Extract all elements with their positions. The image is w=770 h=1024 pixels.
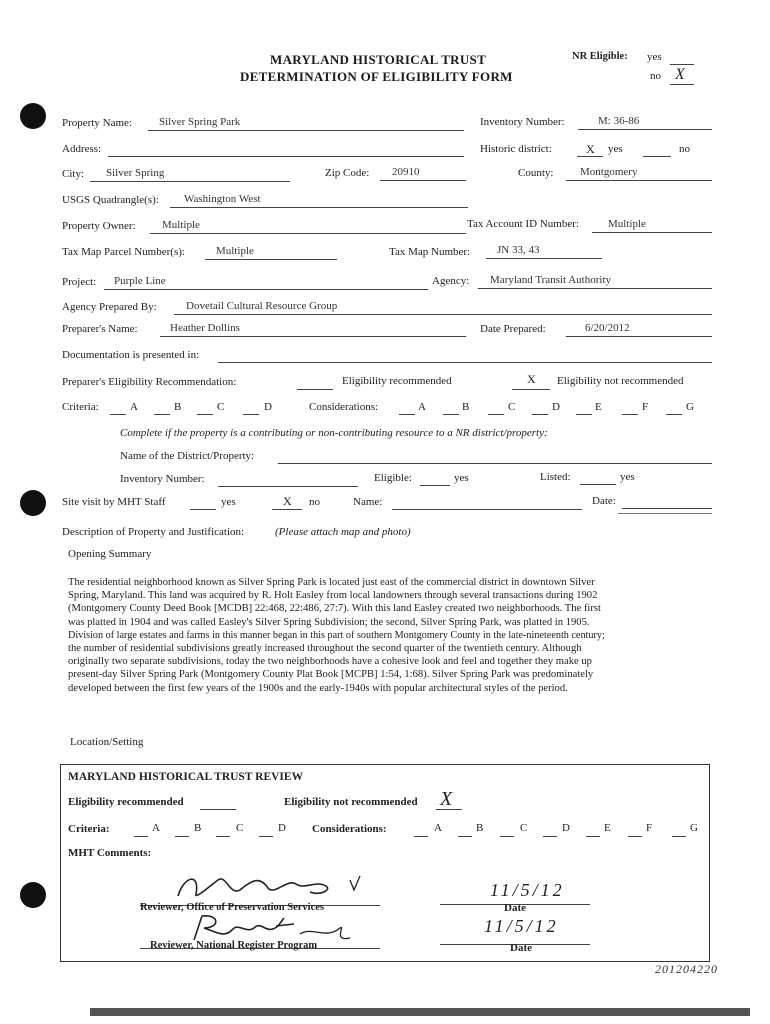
zip-line[interactable] (380, 180, 466, 181)
cons-e-line[interactable] (576, 414, 592, 415)
documentation-label: Documentation is presented in: (62, 349, 200, 361)
listed-yes-line[interactable] (580, 484, 616, 485)
review-criteria-d: D (278, 822, 286, 834)
review-cons-b-line[interactable] (458, 836, 472, 837)
inventory2-label: Inventory Number: (120, 473, 205, 485)
preparer-line[interactable] (160, 336, 466, 337)
zip-label: Zip Code: (325, 167, 370, 179)
summary-line-9: developed between the first few years of the 1900s and the early-1940s with popular architectural styles of the period. (68, 682, 568, 694)
project-value: Purple Line (114, 275, 166, 287)
reviewer1-signature (170, 866, 370, 906)
review-date2-label: Date (510, 942, 532, 954)
mht-review-box (60, 764, 710, 962)
county-value: Montgomery (580, 166, 638, 178)
cons-e-letter: E (595, 401, 602, 413)
cons-f-letter: F (642, 401, 649, 413)
agency-value: Maryland Transit Authority (490, 274, 612, 286)
review-cons-f-line[interactable] (628, 836, 642, 837)
review-criteria-c-line[interactable] (216, 836, 230, 837)
prepared-by-label: Agency Prepared By: (62, 301, 157, 313)
site-no-mark: X (283, 494, 292, 508)
zip-value: 20910 (392, 166, 420, 178)
cons-d-letter: D (552, 401, 560, 413)
location-setting-heading: Location/Setting (70, 736, 144, 748)
date-prepared-label: Date Prepared: (480, 323, 546, 335)
review-criteria-b-line[interactable] (175, 836, 189, 837)
site-date-label: Date: (592, 495, 616, 507)
county-label: County: (518, 167, 554, 179)
city-value: Silver Spring (106, 167, 165, 179)
punch-hole-top (20, 103, 46, 129)
documentation-line[interactable] (218, 362, 712, 363)
review-not-line[interactable] (436, 809, 462, 810)
document-stamp-number: 201204220 (655, 962, 718, 976)
site-no-label: no (309, 496, 320, 508)
historic-no-label: no (679, 143, 690, 155)
tax-map-line[interactable] (486, 258, 602, 259)
recommendation-label: Preparer's Eligibility Recommendation: (62, 376, 237, 388)
form-title-line1: MARYLAND HISTORICAL TRUST (270, 52, 487, 67)
cons-g-line[interactable] (666, 414, 682, 415)
review-criteria-a: A (152, 822, 160, 834)
site-yes-label: yes (221, 496, 236, 508)
criteria-c-line[interactable] (197, 414, 213, 415)
site-name-label: Name: (353, 496, 383, 508)
mht-comments-label: MHT Comments: (68, 847, 152, 859)
cons-c-line[interactable] (488, 414, 504, 415)
elig-recommended-line[interactable] (297, 389, 333, 390)
site-name-line[interactable] (392, 509, 582, 510)
site-date-line-2 (618, 513, 712, 514)
address-line[interactable] (108, 156, 464, 157)
district-name-line[interactable] (278, 463, 712, 464)
nr-no-label: no (650, 70, 661, 82)
opening-summary-heading: Opening Summary (68, 548, 152, 560)
city-label: City: (62, 168, 85, 180)
review-criteria-d-line[interactable] (259, 836, 273, 837)
usgs-line[interactable] (170, 207, 468, 208)
date-prepared-line[interactable] (566, 336, 712, 337)
elig-not-recommended-label: Eligibility not recommended (557, 375, 684, 387)
historic-yes-line[interactable] (577, 156, 603, 157)
inventory-number-label: Inventory Number: (480, 116, 565, 128)
nr-no-line[interactable] (670, 84, 694, 85)
usgs-label: USGS Quadrangle(s): (62, 194, 159, 206)
opening-summary-paragraph (68, 576, 700, 695)
reviewer2-label: Reviewer, National Register Program (150, 940, 318, 951)
review-date2-value: 11/5/12 (484, 916, 559, 936)
cons-b-letter: B (462, 401, 470, 413)
district-name-label: Name of the District/Property: (120, 450, 255, 462)
review-considerations-label: Considerations: (312, 823, 387, 835)
usgs-value: Washington West (184, 193, 261, 205)
review-cons-c: C (520, 822, 528, 834)
nr-no-mark: X (675, 66, 685, 83)
cons-g-letter: G (686, 401, 694, 413)
nr-yes-label: yes (647, 51, 662, 63)
summary-line-4: was platted in 1904 and was called Easley's Silver Spring Subdivision; the second, Silver Spring Park, was platted in 1905. (68, 616, 590, 628)
review-not-mark: X (440, 788, 453, 810)
cons-b-line[interactable] (443, 414, 459, 415)
description-label: Description of Property and Justification: (62, 526, 245, 538)
review-criteria-c: C (236, 822, 244, 834)
summary-line-1: The residential neighborhood known as Silver Spring Park is located just east of the commercial district in downtown Silver (68, 577, 595, 588)
owner-value: Multiple (162, 219, 200, 231)
review-date1-value: 11/5/12 (490, 880, 565, 900)
review-criteria-b: B (194, 822, 202, 834)
parcel-value: Multiple (216, 245, 254, 257)
review-cons-f: F (646, 822, 653, 834)
tax-map-label: Tax Map Number: (389, 246, 471, 258)
date-prepared-value: 6/20/2012 (585, 322, 630, 334)
historic-yes-label: yes (608, 143, 623, 155)
summary-line-6: the number of residential subdivisions greatly increased throughout the second quarter of the twentieth century. Although (68, 643, 582, 655)
eligible-yes-label: yes (454, 472, 469, 484)
site-yes-line[interactable] (190, 509, 216, 510)
review-cons-g: G (690, 822, 698, 834)
complete-note: Complete if the property is a contributing or non-contributing resource to a NR district/property: (120, 427, 548, 439)
owner-label: Property Owner: (62, 220, 136, 232)
property-name-line[interactable] (148, 130, 464, 131)
nr-eligible-label: NR Eligible: (572, 51, 628, 62)
reviewer1-label: Reviewer, Office of Preservation Services (140, 902, 324, 913)
agency-line[interactable] (478, 288, 712, 289)
criteria-d-line[interactable] (243, 414, 259, 415)
cons-c-letter: C (508, 401, 516, 413)
inventory2-line[interactable] (218, 486, 358, 487)
prepared-by-line[interactable] (174, 314, 712, 315)
review-elig-not-recommended: Eligibility not recommended (284, 796, 418, 808)
parcel-line[interactable] (205, 259, 337, 260)
review-cons-e-line[interactable] (586, 836, 600, 837)
review-cons-g-line[interactable] (672, 836, 686, 837)
site-no-line[interactable] (272, 509, 302, 510)
agency-label: Agency: (432, 275, 470, 287)
inventory-number-line[interactable] (578, 129, 712, 130)
summary-line-8: present-day Silver Spring Park (Montgomery County Plat Book [MCPB] 1:54, 1:68). Silver Spring Park was predominately (68, 669, 594, 681)
project-line[interactable] (104, 289, 428, 290)
city-line[interactable] (90, 181, 290, 182)
cons-d-line[interactable] (532, 414, 548, 415)
cons-a-letter: A (418, 401, 426, 413)
historic-no-line[interactable] (643, 156, 671, 157)
punch-hole-bottom (20, 882, 46, 908)
review-cons-c-line[interactable] (500, 836, 514, 837)
cons-f-line[interactable] (622, 414, 638, 415)
criteria-b-line[interactable] (154, 414, 170, 415)
prepared-by-value: Dovetail Cultural Resource Group (186, 300, 338, 312)
review-cons-a: A (434, 822, 442, 834)
tax-account-label: Tax Account ID Number: (467, 218, 579, 230)
preparer-label: Preparer's Name: (62, 323, 138, 335)
review-date1-label: Date (504, 902, 526, 914)
criteria-a-line[interactable] (110, 414, 126, 415)
scan-bar (90, 1008, 750, 1016)
criteria-a-letter: A (130, 401, 138, 413)
tax-account-line[interactable] (592, 232, 712, 233)
summary-line-5: Division of large estates and farms in this manner began in this part of southern Montgomery County in the late-nineteenth century; (68, 629, 605, 641)
description-note: (Please attach map and photo) (275, 526, 411, 538)
project-label: Project: (62, 276, 97, 288)
listed-label: Listed: (540, 471, 571, 483)
summary-line-7: originally two separate subdivisions, today the two neighborhoods have a cohesive look and feel and together they make up (68, 656, 592, 668)
listed-yes-label: yes (620, 471, 635, 483)
review-cons-b: B (476, 822, 484, 834)
review-elig-recommended: Eligibility recommended (68, 796, 184, 808)
review-cons-d-line[interactable] (543, 836, 557, 837)
summary-line-2: Spring, Maryland. This land was acquired by R. Holt Easley from local landowners through several transactions during 1902 (68, 590, 598, 602)
criteria-d-letter: D (264, 401, 272, 413)
review-cons-e: E (604, 822, 611, 834)
inventory-number-value: M: 36-86 (598, 115, 640, 127)
review-cons-d: D (562, 822, 570, 834)
elig-not-recommended-line[interactable] (512, 389, 550, 390)
property-name-label: Property Name: (62, 117, 132, 129)
historic-yes-mark: X (586, 142, 595, 156)
site-visit-label: Site visit by MHT Staff (62, 496, 166, 508)
form-title-line2: DETERMINATION OF ELIGIBILITY FORM (240, 69, 513, 84)
review-criteria-a-line[interactable] (134, 836, 148, 837)
address-label: Address: (62, 143, 102, 155)
site-date-line[interactable] (622, 508, 712, 509)
review-title: MARYLAND HISTORICAL TRUST REVIEW (68, 771, 304, 783)
historic-district-label: Historic district: (480, 143, 552, 155)
summary-line-3: (Montgomery County Deed Book [MCDB] 22:468, 22:486, 27:7). With this land Easley created two neighborhoods. The first (68, 603, 601, 615)
tax-map-value: JN 33, 43 (497, 244, 540, 256)
criteria-c-letter: C (217, 401, 225, 413)
elig-not-recommended-mark: X (527, 372, 536, 386)
review-criteria-label: Criteria: (68, 823, 110, 835)
review-cons-a-line[interactable] (414, 836, 428, 837)
parcel-label: Tax Map Parcel Number(s): (62, 246, 185, 258)
preparer-value: Heather Dollins (170, 322, 240, 334)
owner-line[interactable] (150, 233, 466, 234)
tax-account-value: Multiple (608, 218, 646, 230)
cons-a-line[interactable] (399, 414, 415, 415)
considerations-label: Considerations: (309, 401, 379, 413)
property-name-value: Silver Spring Park (159, 116, 241, 128)
criteria-label: Criteria: (62, 401, 99, 413)
nr-yes-line[interactable] (670, 64, 694, 65)
eligible-yes-line[interactable] (420, 485, 450, 486)
criteria-b-letter: B (174, 401, 182, 413)
county-line[interactable] (566, 180, 712, 181)
punch-hole-middle (20, 490, 46, 516)
eligible-label: Eligible: (374, 472, 412, 484)
elig-recommended-label: Eligibility recommended (342, 375, 452, 387)
review-elig-recommended-line[interactable] (200, 809, 236, 810)
